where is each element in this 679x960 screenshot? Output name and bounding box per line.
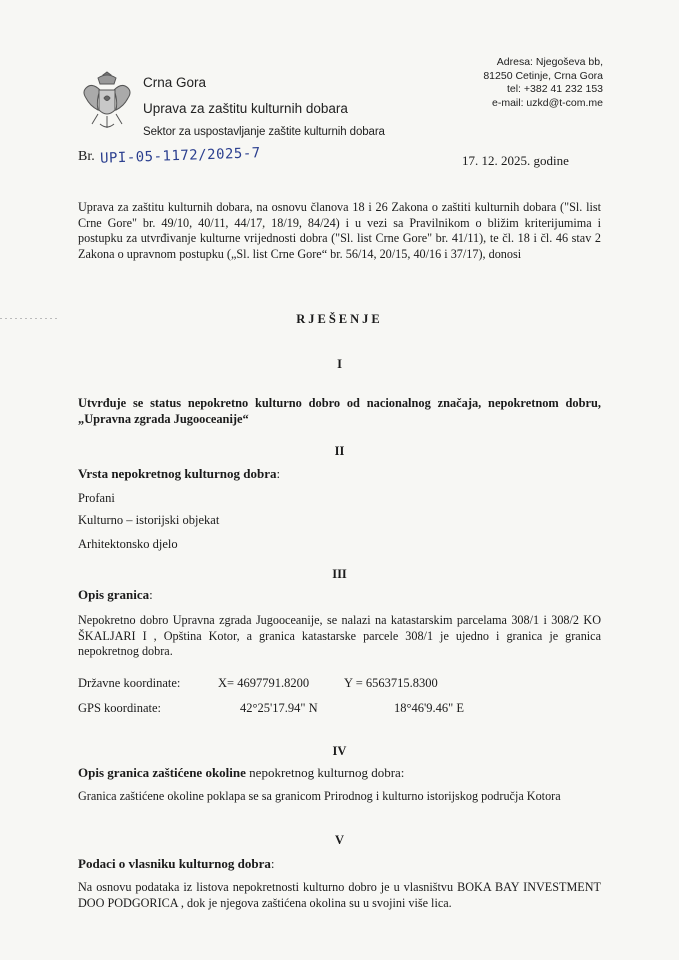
address-block <box>483 56 603 110</box>
email-line: e-mail: uzkd@t-com.me <box>491 96 603 109</box>
intro-paragraph: Uprava za zaštitu kulturnih dobara, na osnovu članova 18 i 26 Zakona o zaštiti kulturnih dobara ("Sl. list Crne Gore" br. 49/10, 40/11, 44/17, 18/19, 84/24) i u vezi sa Pravilnikom o bližim kriterijumima i postupku za utvrđivanje kulturne vrijednosti dobra ("Sl. list Crne Gore" br. 41/11), te čl. 18 i čl. 46 stav 2 Zakona o upravnom postupku („Sl. list Crne Gore“ br. 56/14, 20/15, 40/16 i 37/17), donosi <box>78 200 601 261</box>
section3-text: Nepokretno dobro Upravna zgrada Jugooceanije, se nalazi na katastarskim parcelama 308/1 i 308/2 KO ŠKALJARI I , Opština Kotor, a granica katastarske parcele 308/1 je ujedno i granica je granica nepokretnog dobra. <box>78 613 601 658</box>
institution-block <box>143 70 385 140</box>
section2-heading <box>78 466 280 482</box>
heading-bold: Vrsta nepokretnog kulturnog dobra <box>78 466 277 481</box>
handwritten-number: UPI-05-1172/2025-7 <box>100 145 262 167</box>
heading-rest: : <box>270 856 275 871</box>
heading-bold: Podaci o vlasniku kulturnog dobra <box>78 856 271 871</box>
heading-bold: Opis granica <box>78 587 150 602</box>
address-line: 81250 Cetinje, Crna Gora <box>483 69 603 82</box>
document-title: RJEŠENJE <box>296 312 383 326</box>
reference-number <box>78 145 262 167</box>
phone-line: tel: +382 41 232 153 <box>506 83 603 95</box>
section4-text: Granica zaštićene okoline poklapa se sa granicom Prirodnog i kulturno istorijskog područja Kotora <box>78 789 561 803</box>
heading-rest: : <box>276 466 281 481</box>
montenegro-coat-of-arms-icon <box>78 68 136 134</box>
section-numeral: I <box>337 357 342 371</box>
section-numeral: V <box>334 833 345 847</box>
section-numeral: IV <box>332 744 347 758</box>
list-item: Profani <box>78 491 115 505</box>
section4-heading <box>78 765 404 781</box>
country-name: Crna Gora <box>143 75 207 90</box>
heading-rest: : <box>149 587 153 602</box>
section3-heading <box>78 587 153 603</box>
heading-rest: nepokretnog kulturnog dobra: <box>245 765 405 780</box>
state-coordinates-label: Državne koordinate: <box>78 676 181 690</box>
reference-label: Br. <box>78 149 95 164</box>
address-line: Adresa: Njegoševa bb, <box>496 56 603 68</box>
sector-name: Sektor za uspostavljanje zaštite kulturnih dobara <box>143 126 385 138</box>
institution-name: Uprava za zaštitu kulturnih dobara <box>143 101 348 116</box>
gps-north-value: 42°25'17.94" N <box>240 701 318 715</box>
section-numeral: III <box>332 567 347 581</box>
section1-text: Utvrđuje se status nepokretno kulturno dobro od nacionalnog značaja, nepokretnom dobru, „Upravna zgrada Jugooceanije“ <box>78 396 601 426</box>
section5-text: Na osnovu podataka iz listova nepokretnosti kulturno dobro je u vlasništvu BOKA BAY INVESTMENT DOO PODGORICA , dok je njegova zaštićena okolina su u svojini više lica. <box>78 880 601 910</box>
document-date: 17. 12. 2025. godine <box>462 153 569 168</box>
state-x-value: X= 4697791.8200 <box>218 676 310 690</box>
section5-heading <box>78 856 275 872</box>
heading-bold: Opis granica zaštićene okoline <box>78 765 246 780</box>
list-item: Kulturno – istorijski objekat <box>78 513 220 527</box>
state-y-value: Y = 6563715.8300 <box>344 676 438 690</box>
gps-coordinates-label: GPS koordinate: <box>78 701 161 715</box>
section-numeral: II <box>334 444 345 458</box>
list-item: Arhitektonsko djelo <box>78 537 178 551</box>
gps-east-value: 18°46'9.46" E <box>394 701 464 715</box>
